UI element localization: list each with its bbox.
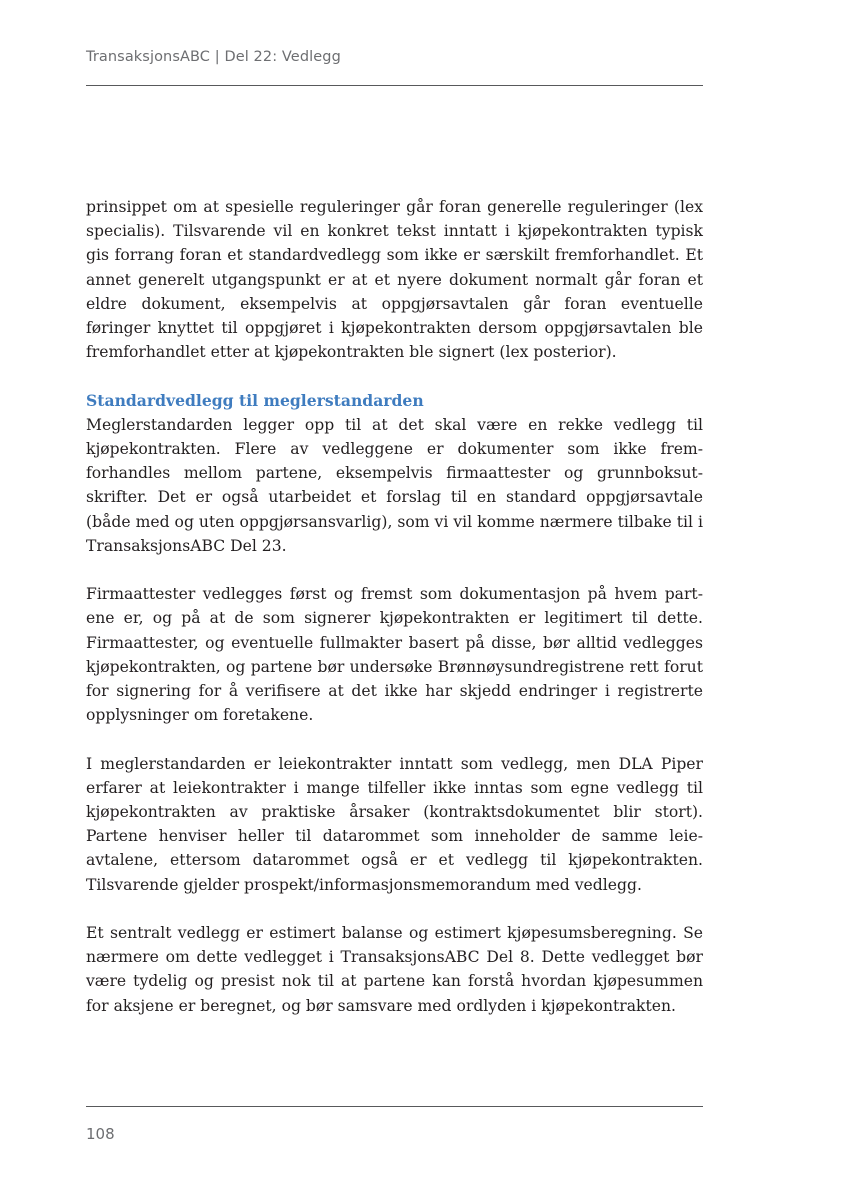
body-text <box>86 195 703 1018</box>
intro-paragraph: prinsippet om at spesielle reguleringer går foran generelle reguleringer (lex specialis). Tilsvarende vil en konkret tekst inntatt i kjøpekontrakten typisk gis forrang foran et standardvedlegg som ikke er særskilt fremforhandlet. Et annet generelt utgangspunkt er at et nyere dokument normalt går foran et eldre dokument, eksempelvis at oppgjørsavtalen går foran eventuelle føringer knyttet til oppgjøret i kjøpekontrakten dersom oppgjørsavtalen ble fremforhandlet etter at kjøpekontrakten ble signert (lex posterior). <box>86 198 703 362</box>
paragraph-leiekontrakter: I meglerstandarden er leiekontrakter inntatt som vedlegg, men DLA Piper erfarer at leiekontrakter i mange tilfeller ikke inntas som egne vedlegg til kjøpekontrakten av praktiske årsaker (kontraktsdokumentet blir stort). Partene henviser heller til datarommet som inneholder de samme leieavtalene, ettersom datarommet også er et vedlegg til kjøpekontrakten. Tilsvarende gjelder prospekt/informasjonsmemorandum med vedlegg. <box>86 754 703 894</box>
paragraph-firmaattester: Firmaattester vedlegges først og fremst som dokumentasjon på hvem partene er, og på at de som signerer kjøpekontrakten er legitimert til dette. Firmaattester, og eventuelle fullmakter basert på disse, bør alltid vedlegges kjøpekontrakten, og partene bør undersøke Brønnøysundregistrene rett forut for signering for å verifisere at det ikke har skjedd endringer i registrerte opplysninger om foretakene. <box>86 585 703 725</box>
running-header: TransaksjonsABC | Del 22: Vedlegg <box>86 49 341 65</box>
header-divider <box>86 85 703 86</box>
section-heading: Standardvedlegg til meglerstandarden <box>86 390 424 410</box>
footer-divider <box>86 1106 703 1107</box>
page-number: 108 <box>86 1125 115 1143</box>
paragraph-meglerstandarden: Meglerstandarden legger opp til at det skal være en rekke vedlegg til kjøpekontrakten. Flere av vedleggene er dokumenter som ikke fremforhandles mellom partene, eksempelvis firmaattester og grunnboksutskrifter. Det er også utarbeidet et forslag til en standard oppgjørsavtale (både med og uten oppgjørsansvarlig), som vi vil komme nærmere tilbake til i TransaksjonsABC Del 23. <box>86 415 703 555</box>
paragraph-estimert-balanse: Et sentralt vedlegg er estimert balanse og estimert kjøpesumsberegning. Se nærmere om dette vedlegget i TransaksjonsABC Del 8. Dette vedlegget bør være tydelig og presist nok til at partene kan forstå hvordan kjøpesummen for aksjene er beregnet, og bør samsvare med ordlyden i kjøpekontrakten. <box>86 924 703 1015</box>
